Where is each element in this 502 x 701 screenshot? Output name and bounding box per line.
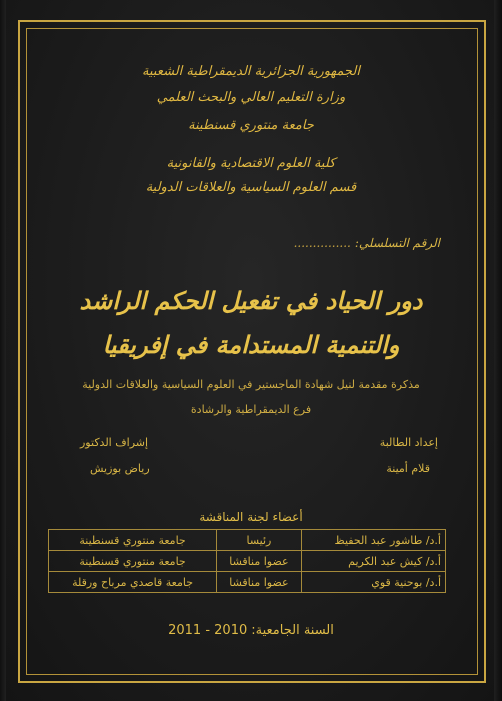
member-name: أ.د/ طاشور عبد الحفيظ <box>301 530 445 551</box>
member-name: أ.د/ كيش عبد الكريم <box>301 551 445 572</box>
faculty-line: كلية العلوم الاقتصادية والقانونية <box>166 156 336 171</box>
table-row <box>49 551 446 572</box>
university-line: جامعة منتوري قسنطينة <box>188 118 314 133</box>
serial-number <box>294 236 440 250</box>
serial-dots: ............... <box>293 236 351 250</box>
supervisor-name: رياض بوزيش <box>90 462 150 475</box>
member-role: عضوا مناقشا <box>217 551 302 572</box>
student-name: قلام أمينة <box>386 462 430 475</box>
supervisor-label: إشراف الدكتور <box>80 436 149 449</box>
thesis-title-line1: دور الحياد في تفعيل الحكم الراشد <box>79 286 423 315</box>
member-role: عضوا مناقشا <box>217 572 302 593</box>
ministry-line: وزارة التعليم العالي والبحث العلمي <box>156 90 346 105</box>
table-row <box>49 572 446 593</box>
member-university: جامعة منتوري قسنطينة <box>49 530 217 551</box>
member-name: أ.د/ بوحنية قوي <box>301 572 445 593</box>
thesis-subtitle: مذكرة مقدمة لنيل شهادة الماجستير في العلوم السياسية والعلاقات الدولية <box>82 378 420 391</box>
member-role: رئيسا <box>217 530 302 551</box>
member-university: جامعة قاصدي مرباح ورقلة <box>49 572 217 593</box>
year-value: 2010 - 2011 <box>168 623 248 638</box>
committee-title: أعضاء لجنة المناقشة <box>199 510 303 524</box>
student-label: إعداد الطالبة <box>379 436 438 449</box>
committee-table <box>48 529 446 593</box>
republic-line: الجمهورية الجزائرية الديمقراطية الشعبية <box>142 64 360 79</box>
thesis-branch: فرع الديمقراطية والرشادة <box>190 403 312 416</box>
academic-year <box>0 623 502 638</box>
department-line: قسم العلوم السياسية والعلاقات الدولية <box>145 180 357 195</box>
member-university: جامعة منتوري قسنطينة <box>49 551 217 572</box>
table-row <box>49 530 446 551</box>
thesis-title-line2: والتنمية المستدامة في إفريقيا <box>102 330 400 359</box>
year-label: السنة الجامعية: <box>251 623 334 638</box>
serial-label: الرقم التسلسلي: <box>354 236 440 250</box>
